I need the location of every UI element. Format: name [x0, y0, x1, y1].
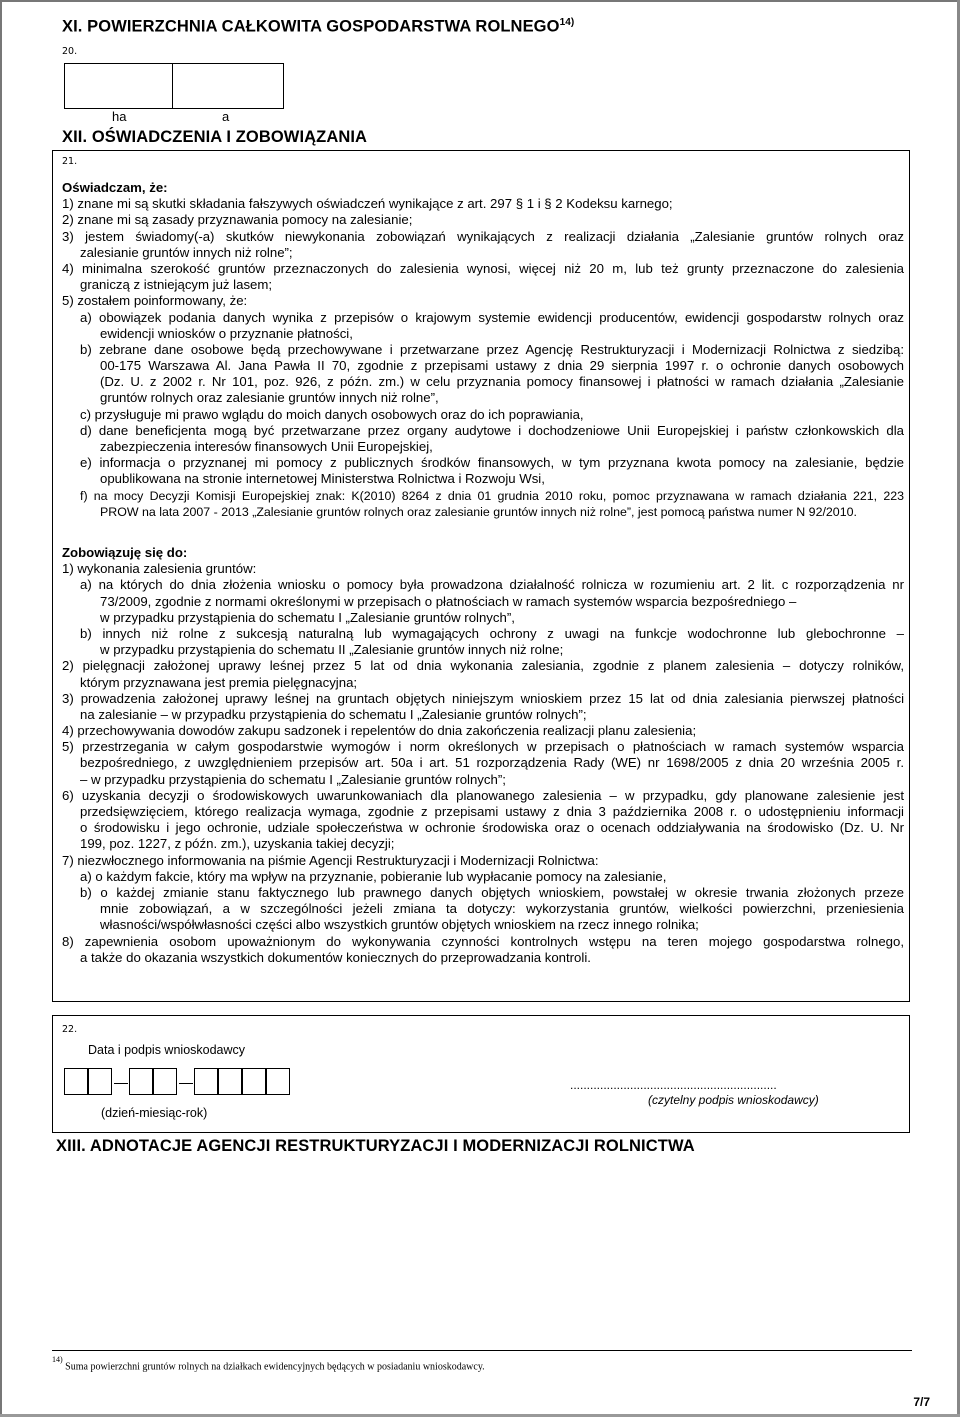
declaration-item: 2) znane mi są zasady przyznawania pomocy na zalesianie;	[62, 212, 413, 228]
commitment-item: b) o każdej zmianie stanu faktycznego lub prawnego danych objętych wnioskiem, powstałej w okresie trwania złożonych przeze	[80, 884, 904, 900]
commitment-item: 5) przestrzegania w całym gospodarstwie wymogów i norm określonych w przepisach o płatnościach w ramach systemów wsparcia	[62, 739, 904, 755]
declare-heading: Oświadczam, że:	[62, 180, 168, 195]
signature-label: (czytelny podpis wnioskodawcy)	[648, 1093, 819, 1107]
footnote-divider	[52, 1350, 912, 1351]
declaration-item: c) przysługuje mi prawo wglądu do moich danych osobowych oraz do ich poprawiania,	[80, 406, 584, 422]
field-number: 22.	[62, 1024, 78, 1035]
day-digit-input[interactable]	[88, 1068, 112, 1095]
unit-hectares: ha	[112, 109, 127, 124]
commitment-item: 73/2009, zgodnie z normami określonymi w przepisach o płatnościach w ramach systemów wsparcia bezpośredniego –	[100, 593, 797, 609]
commitment-item: 1) wykonania zalesienia gruntów:	[62, 561, 257, 577]
declaration-item: e) informacja o przyznanej mi pomocy z publicznych środków finansowych, w tym przyznana kwota pomocy na zalesianie, będzie	[80, 455, 904, 471]
commitment-item: b) innych niż rolne z sukcesją naturalną lub wymagających ochrony z uwagi na funkcje wodochronne lub glebochronne –	[80, 625, 904, 641]
commitments-section	[62, 545, 904, 966]
year-digit-input[interactable]	[242, 1068, 266, 1095]
unit-ares: a	[222, 109, 230, 124]
commitment-item: na zalesianie – w przypadku przystąpienia do schematu I „Zalesianie gruntów rolnych”;	[80, 706, 587, 722]
declaration-item: zabezpieczenia interesów finansowych Unii Europejskiej,	[100, 439, 433, 454]
commitment-item: przedsięwzięciem, którego realizacja wymaga, zgodnie z przepisami ustawy z dnia 3 października 2008 r. o udostępnieniu informacji	[80, 804, 904, 819]
date-separator	[179, 1083, 193, 1084]
commit-heading: Zobowiązuję się do:	[62, 545, 188, 560]
commitment-item: a) o każdym fakcie, który ma wpływ na przyznanie, pobieranie lub wypłacanie pomocy na zalesianie,	[80, 868, 667, 884]
commitment-item: o środowisku i jego ochronie, udziale społeczeństwa w ochronie środowiska oraz o ocenach oddziaływania na środowisko (Dz. U. Nr	[80, 820, 904, 836]
date-signature-label: Data i podpis wnioskodawcy	[88, 1043, 246, 1057]
commitment-item: w przypadku przystąpienia do schematu II „Zalesianie gruntów innych niż rolne;	[100, 642, 564, 658]
commitment-item: własności/współwłasności części albo wszystkich gruntów objętych wnioskiem na rzecz innego rolnika;	[100, 917, 699, 933]
commitment-item: – w przypadku przystąpienia do schematu I „Zalesianie gruntów rolnych”;	[80, 771, 506, 787]
month-digit-input[interactable]	[129, 1068, 153, 1095]
commitment-item: 2) pielęgnacji założonej uprawy leśnej przez 5 lat od dnia wykonania zalesiania, zgodnie z planem zalesienia – dotyczy rolników,	[62, 658, 904, 674]
declaration-item: 5) zostałem poinformowany, że:	[62, 293, 248, 309]
commitment-item: 8) zapewnienia osobom upoważnionym do wykonywania czynności kontrolnych wstępu na teren mojego gospodarstwa rolnego,	[62, 933, 904, 949]
year-digit-input[interactable]	[218, 1068, 242, 1095]
declaration-item: graniczą z istniejącym już lasem;	[80, 277, 273, 293]
declaration-item: ewidencji wniosków o przyznanie płatności,	[100, 325, 353, 341]
declaration-item: 00-175 Warszawa Al. Jana Pawła II 70, zgodnie z przepisami ustawy z dnia 29 sierpnia 1997 r. o ochronie danych osobowych	[100, 358, 904, 374]
section-xi-title: XI. POWIERZCHNIA CAŁKOWITA GOSPODARSTWA ROLNEGO$^{14)}$	[62, 17, 575, 36]
commitment-item: 4) przechowywania dowodów zakupu sadzonek i repelentów do dnia zakończenia realizacji planu zalesienia;	[62, 723, 697, 739]
declaration-item: a) obowiązek podania danych wynika z przepisów o krajowym systemie ewidencji producentów, ewidencji gospodarstw rolnych oraz	[80, 309, 904, 325]
date-format-label: (dzień-miesiąc-rok)	[101, 1106, 208, 1120]
page-border	[0, 0, 2, 1417]
year-digit-input[interactable]	[194, 1068, 218, 1095]
commitment-item: 199, poz. 1227, z późn. zm.), uzyskania takiej decyzji;	[80, 836, 395, 852]
declaration-item: zalesianie gruntów innych niż rolne”;	[80, 244, 293, 260]
section-xii-title: XII. OŚWIADCZENIA I ZOBOWIĄZANIA	[62, 128, 368, 146]
footnote-number: 14)	[52, 1355, 63, 1364]
commitment-item: którym przyznawana jest premia pielęgnacyjna;	[80, 674, 358, 690]
section-xiii-title: XIII. ADNOTACJE AGENCJI RESTRUKTURYZACJI I MODERNIZACJI ROLNICTWA	[56, 1137, 695, 1155]
declaration-item: b) zebrane dane osobowe będą przechowywane i przetwarzane przez Agencję Restrukturyzacji i Modernizacji Rolnictwa z siedzibą:	[80, 341, 904, 357]
declaration-item: 3) jestem świadomy(-a) skutków niewykonania zobowiązań wynikających z realizacji działania „Zalesianie gruntów rolnych oraz	[62, 228, 904, 244]
month-digit-input[interactable]	[153, 1068, 177, 1095]
footnote	[52, 1355, 485, 1373]
commitment-item: mnie zobowiązań, a w szczególności jeżeli zmiana ta dotyczy: wykorzystania gruntów, wielkości powierzchni, przeniesienia	[100, 901, 904, 917]
declaration-item: PROW na lata 2007 - 2013 „Zalesianie gruntów rolnych oraz zalesianie gruntów innych niż rolne”, jest pomocą państwa numer N 92/2010.	[100, 504, 857, 519]
footnote-ref: 14)	[559, 17, 575, 28]
commitment-item: a także do okazania wszystkich dokumentów koniecznych do przeprowadzania kontroli.	[80, 949, 591, 965]
commitment-item: a) na których do dnia złożenia wniosku o pomocy była prowadzona działalność rolnicza w rozumieniu art. 2 lit. c rozporządzenia nr	[80, 577, 904, 593]
declaration-item: 4) minimalna szerokość gruntów przeznaczonych do zalesienia wynosi, więcej niż 20 m, lub też grunty przeznaczone do zalesienia	[62, 260, 904, 276]
declaration-item: opublikowana na stronie internetowej Ministerstwa Rolnictwa i Rozwoju Wsi,	[100, 471, 545, 487]
day-digit-input[interactable]	[64, 1068, 88, 1095]
declaration-item: (Dz. U. z 2002 r. Nr 101, poz. 926, z późn. zm.) w celu przyznania pomocy finansowej i płatności w ramach działania „Zalesianie	[100, 374, 904, 390]
field-number: 20.	[62, 46, 78, 57]
signature-line[interactable]: ..............................................................	[570, 1078, 777, 1092]
commitment-item: w przypadku przystąpienia do schematu I „Zalesianie gruntów rolnych”,	[100, 609, 515, 625]
year-digit-input[interactable]	[266, 1068, 290, 1095]
declaration-item: 1) znane mi są skutki składania fałszywych oświadczeń wynikające z art. 297 § 1 i § 2 Kodeksu karnego;	[62, 196, 673, 212]
declaration-item: gruntów rolnych oraz zalesianie gruntów innych niż rolne”,	[100, 390, 439, 406]
footnote-text: Suma powierzchni gruntów rolnych na działkach ewidencyjnych będących w posiadaniu wnioskodawcy.	[65, 1361, 485, 1373]
commitment-item: 6) uzyskania decyzji o środowiskowych uwarunkowaniach dla planowanego zalesienia – w przypadku, gdy planowane zalesienie jest	[62, 787, 904, 803]
commitment-item: bezpośredniego, z uwzględnieniem przepisów art. 50a i art. 51 rozporządzenia Rady (WE) nr 1698/2005 z dnia 20 września 2005 r.	[80, 755, 904, 771]
declaration-item: d) dane beneficjenta mogą być przetwarzane przez organy audytowe i dochodzeniowe Unii Europejskiej i państw członkowskich dla	[80, 422, 904, 438]
date-separator	[114, 1083, 128, 1084]
declarations-section	[62, 180, 904, 520]
commitment-item: 7) niezwłocznego informowania na piśmie Agencji Restrukturyzacji i Modernizacji Rolnictwa:	[62, 852, 599, 868]
declaration-item: f) na mocy Decyzji Komisji Europejskiej znak: K(2010) 8264 z dnia 01 grudnia 2010 roku, pomoc przyznawana w ramach działania 221, 223	[80, 488, 904, 503]
total-area-field[interactable]	[64, 63, 284, 109]
field-number: 21.	[62, 156, 78, 167]
page-number: 7/7	[913, 1395, 930, 1409]
page-border	[0, 0, 960, 2]
commitment-item: 3) prowadzenia założonej uprawy leśnej na gruntach objętych niniejszym wnioskiem przez 15 lat od dnia zalesiania pierwszej płatności	[62, 690, 904, 706]
field-divider	[172, 63, 173, 108]
